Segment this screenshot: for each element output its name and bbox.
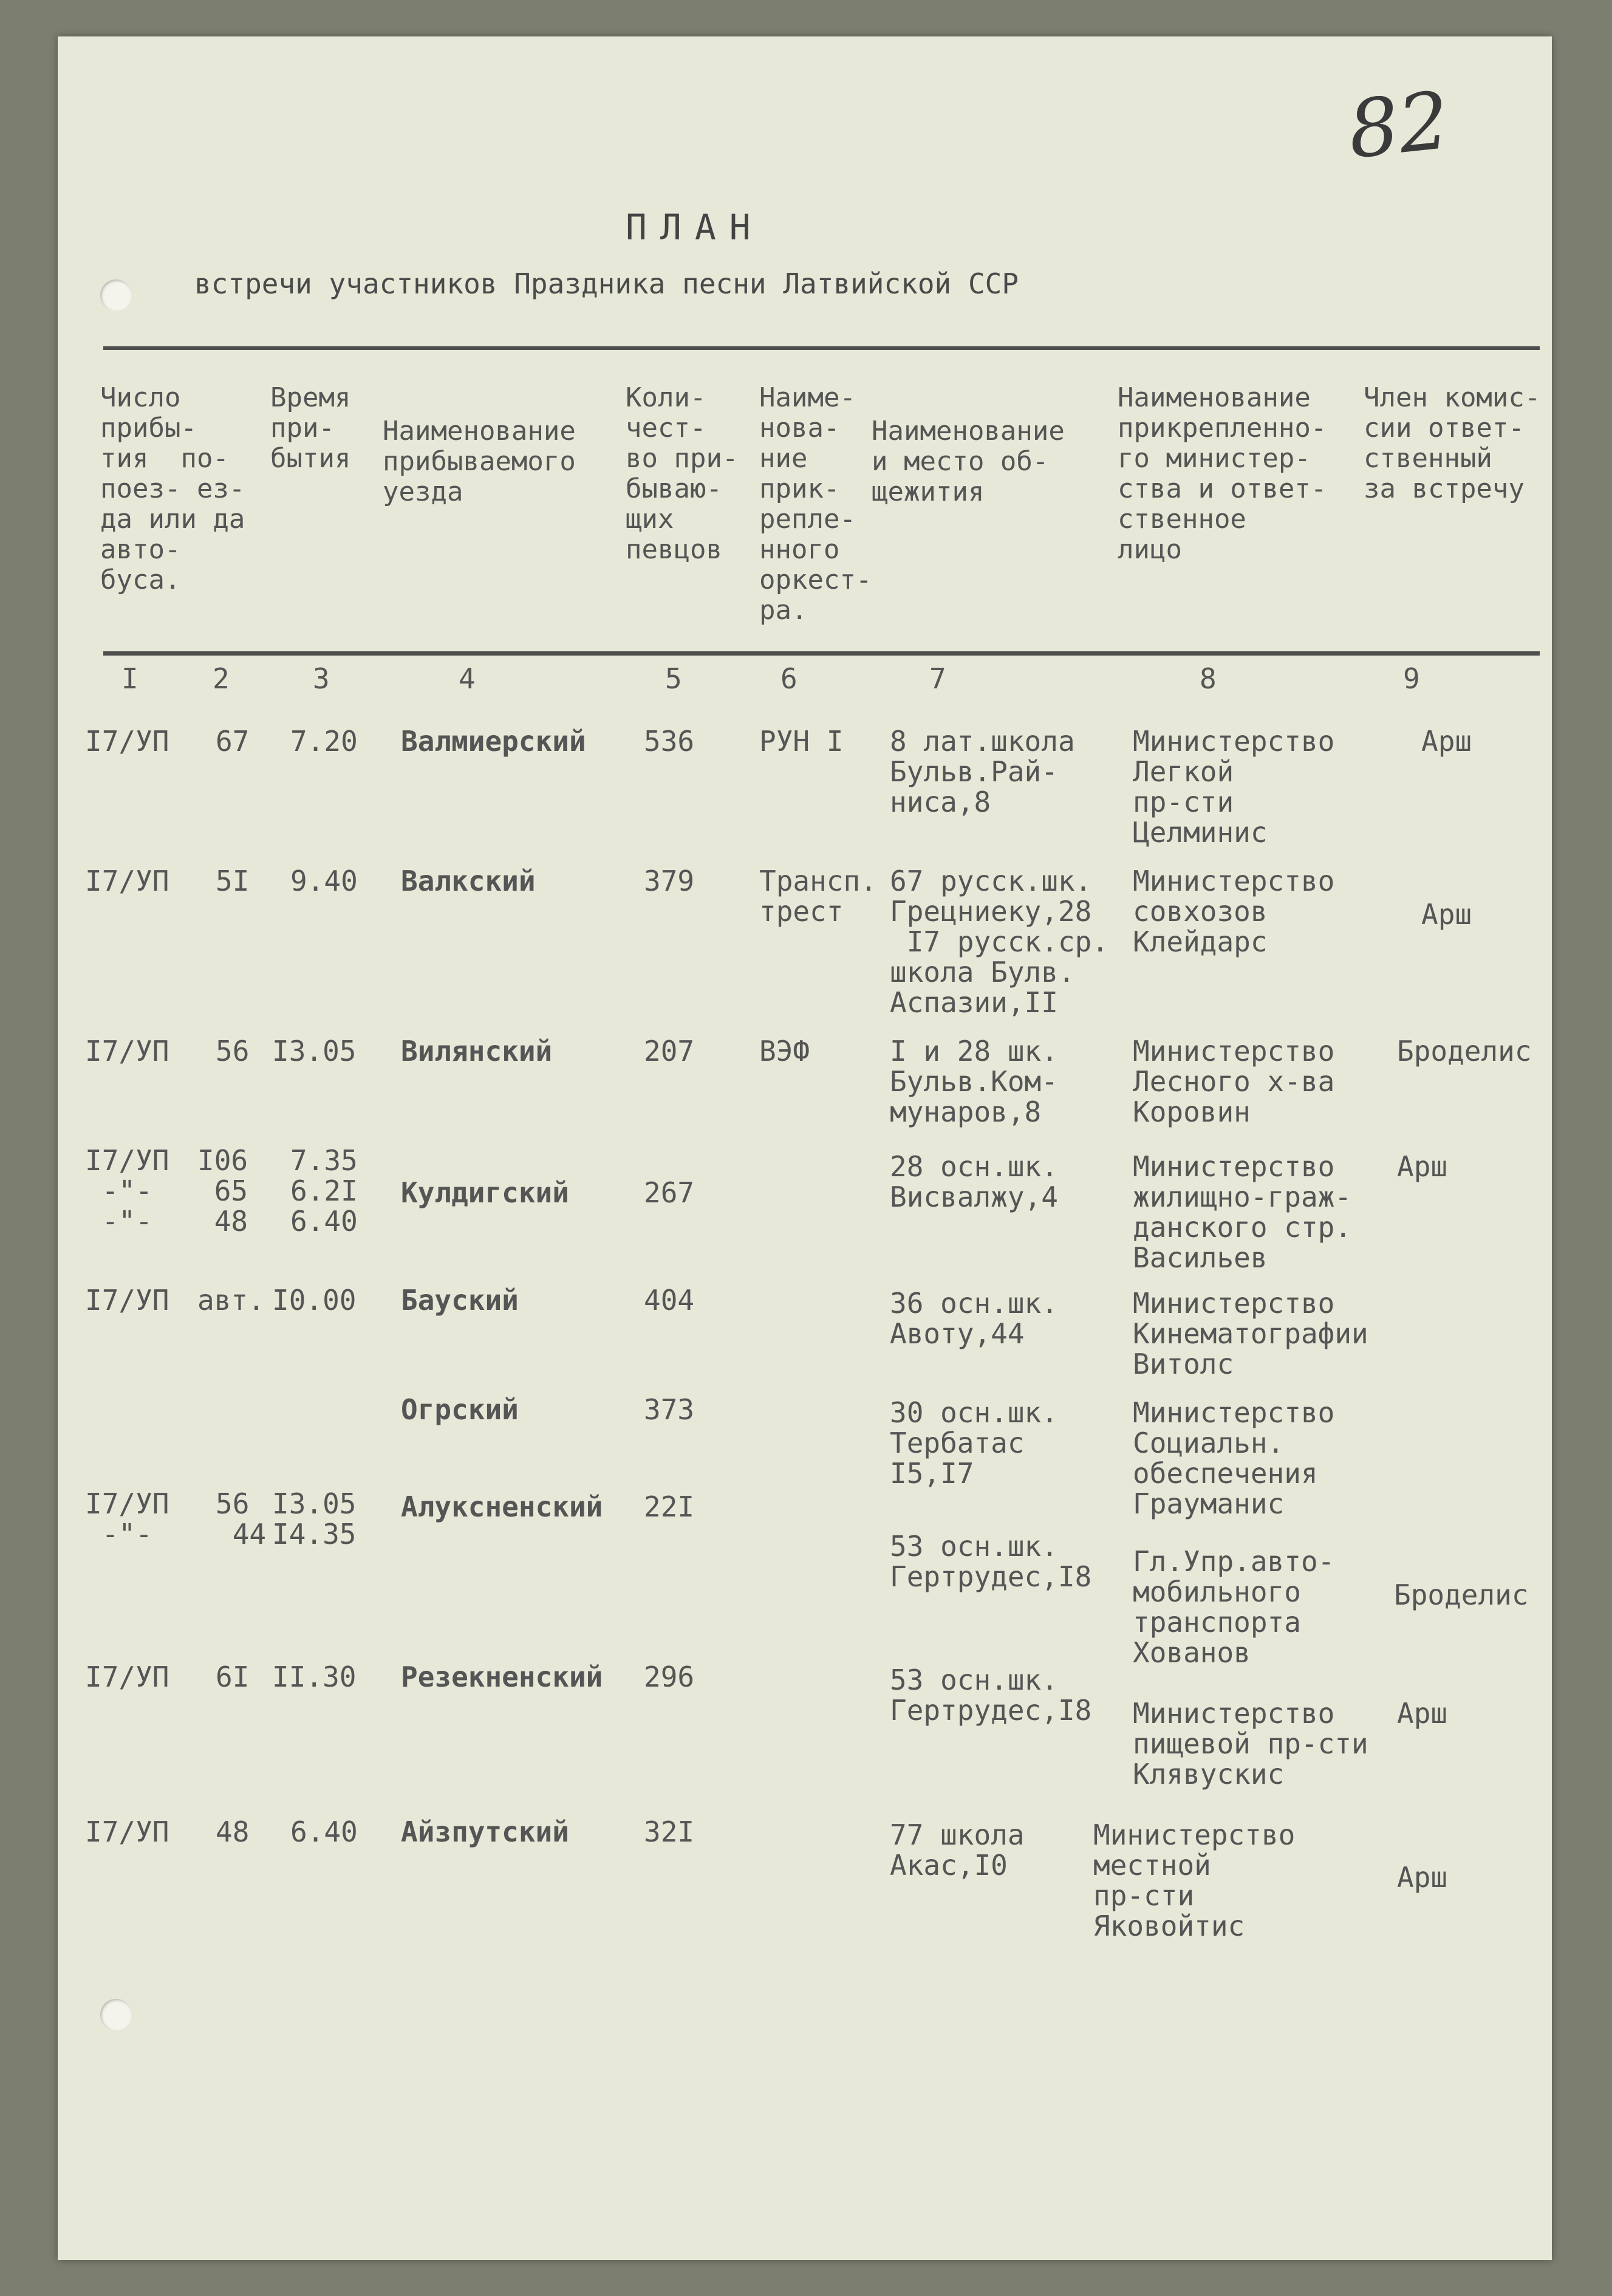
document-title: ПЛАН	[626, 207, 764, 248]
arrival-date: I7/УП	[85, 1815, 169, 1848]
district-name: Огрский	[401, 1393, 519, 1426]
arrival-time: I3.05 I4.35	[272, 1487, 357, 1551]
train-number: I06 65 48	[197, 1144, 248, 1238]
column-number: 2	[213, 662, 230, 695]
singer-count: 379	[644, 865, 695, 897]
train-number: 48	[216, 1815, 250, 1848]
commission-member: Арш	[1421, 898, 1472, 931]
arrival-time: 7.20	[290, 725, 358, 758]
punch-hole-top	[100, 279, 132, 311]
column-number: 8	[1200, 662, 1217, 695]
header-col-1: Число прибы- тия по- поез- ез- да или да авто- буса.	[100, 382, 245, 595]
arrival-time: I3.05	[272, 1035, 357, 1067]
lodging: 36 осн.шк. Авоту,44	[890, 1287, 1058, 1350]
arrival-time: 6.40	[290, 1815, 358, 1848]
commission-member: Арш	[1397, 1150, 1448, 1183]
column-number: 3	[313, 662, 330, 695]
ministry: Министерство Легкой пр-сти Целминис	[1133, 725, 1335, 849]
district-name: Алуксненский	[401, 1490, 603, 1523]
ministry: Министерство совхозов Клейдарс	[1133, 865, 1335, 958]
header-col-8: Член комис- сии ответ- ственный за встречу	[1364, 382, 1541, 504]
lodging: 77 школа Акас,I0	[890, 1818, 1025, 1882]
district-name: Вилянский	[401, 1035, 553, 1067]
arrival-date: I7/УП	[85, 1035, 169, 1067]
singer-count: 32I	[644, 1815, 695, 1848]
district-name: Валмиерский	[401, 725, 586, 758]
header-col-7: Наименование прикрепленно- го министер- ства и ответ- ственное лицо	[1118, 382, 1327, 565]
singer-count: 404	[644, 1284, 695, 1317]
train-number: 5I	[216, 865, 250, 897]
column-number: I	[121, 662, 138, 695]
punch-hole-bottom	[100, 1999, 132, 2030]
train-number: 56 44	[216, 1487, 267, 1551]
singer-count: 373	[644, 1393, 695, 1426]
train-number: 6I	[216, 1660, 250, 1693]
singer-count: 267	[644, 1176, 695, 1209]
lodging: 30 осн.шк. Тербатас I5,I7	[890, 1396, 1058, 1490]
commission-member: Арш	[1397, 1861, 1448, 1894]
commission-member: Броделис	[1394, 1578, 1529, 1611]
ministry: Министерство местной пр-сти Яковойтис	[1093, 1818, 1296, 1942]
lodging: 53 осн.шк. Гертрудес,I8	[890, 1664, 1092, 1727]
train-number: авт.	[197, 1284, 265, 1317]
header-col-5: Наиме- нова- ние прик- репле- нного оркест- ра.	[759, 382, 872, 626]
orchestra: ВЭФ	[759, 1035, 810, 1067]
ministry: Министерство Кинематографии Витолс	[1133, 1287, 1368, 1380]
header-col-3: Наименование прибываемого уезда	[383, 416, 576, 507]
arrival-date: I7/УП	[85, 1660, 169, 1693]
district-name: Валкский	[401, 865, 536, 897]
table-header-rule	[103, 651, 1540, 656]
header-col-2: Время при- бытия	[270, 382, 351, 474]
commission-member: Арш	[1421, 725, 1472, 758]
district-name: Кулдигский	[401, 1176, 569, 1209]
column-number: 5	[665, 662, 682, 695]
district-name: Резекненский	[401, 1660, 603, 1693]
orchestra: Трансп. трест	[759, 865, 877, 928]
commission-member: Арш	[1397, 1697, 1448, 1730]
table-top-rule	[103, 346, 1540, 350]
document-page	[58, 36, 1552, 2260]
lodging: 53 осн.шк. Гертрудес,I8	[890, 1530, 1092, 1593]
header-col-4: Коли- чест- во при- бываю- щих певцов	[626, 382, 739, 565]
arrival-time: II.30	[272, 1660, 357, 1693]
arrival-date: I7/УП -"- -"-	[85, 1144, 169, 1238]
singer-count: 207	[644, 1035, 695, 1067]
ministry: Министерство Лесного х-ва Коровин	[1133, 1035, 1335, 1128]
commission-member: Броделис	[1397, 1035, 1532, 1067]
lodging: 8 лат.школа Бульв.Рай- ниса,8	[890, 725, 1075, 818]
orchestra: РУН I	[759, 725, 844, 758]
ministry: Гл.Упр.авто- мобильного транспорта Хованов	[1133, 1545, 1335, 1669]
singer-count: 296	[644, 1660, 695, 1693]
arrival-date: I7/УП -"-	[85, 1487, 169, 1551]
arrival-time: I0.00	[272, 1284, 357, 1317]
column-number: 6	[780, 662, 797, 695]
district-name: Бауский	[401, 1284, 519, 1317]
ministry: Министерство пищевой пр-сти Клявускис	[1133, 1697, 1368, 1791]
ministry: Министерство Социальн. обеспечения Грауманис	[1133, 1396, 1335, 1520]
arrival-date: I7/УП	[85, 725, 169, 758]
arrival-time: 7.35 6.2I 6.40	[290, 1144, 358, 1238]
arrival-date: I7/УП	[85, 1284, 169, 1317]
column-number: 4	[459, 662, 476, 695]
document-subtitle: встречи участников Праздника песни Латвийской ССР	[194, 267, 1019, 300]
column-number: 7	[929, 662, 946, 695]
lodging: I и 28 шк. Бульв.Ком- мунаров,8	[890, 1035, 1058, 1128]
folio-number: 82	[1344, 74, 1453, 177]
singer-count: 22I	[644, 1490, 695, 1523]
train-number: 67	[216, 725, 250, 758]
arrival-time: 9.40	[290, 865, 358, 897]
lodging: 67 русск.шк. Грецниеку,28 I7 русск.ср. школа Булв. Аспазии,II	[890, 865, 1109, 1019]
train-number: 56	[216, 1035, 250, 1067]
column-number: 9	[1403, 662, 1420, 695]
ministry: Министерство жилищно-граж- данского стр. Васильев	[1133, 1150, 1352, 1274]
district-name: Айзпутский	[401, 1815, 569, 1848]
singer-count: 536	[644, 725, 695, 758]
lodging: 28 осн.шк. Висвалжу,4	[890, 1150, 1058, 1213]
arrival-date: I7/УП	[85, 865, 169, 897]
header-col-6: Наименование и место об- щежития	[872, 416, 1065, 507]
